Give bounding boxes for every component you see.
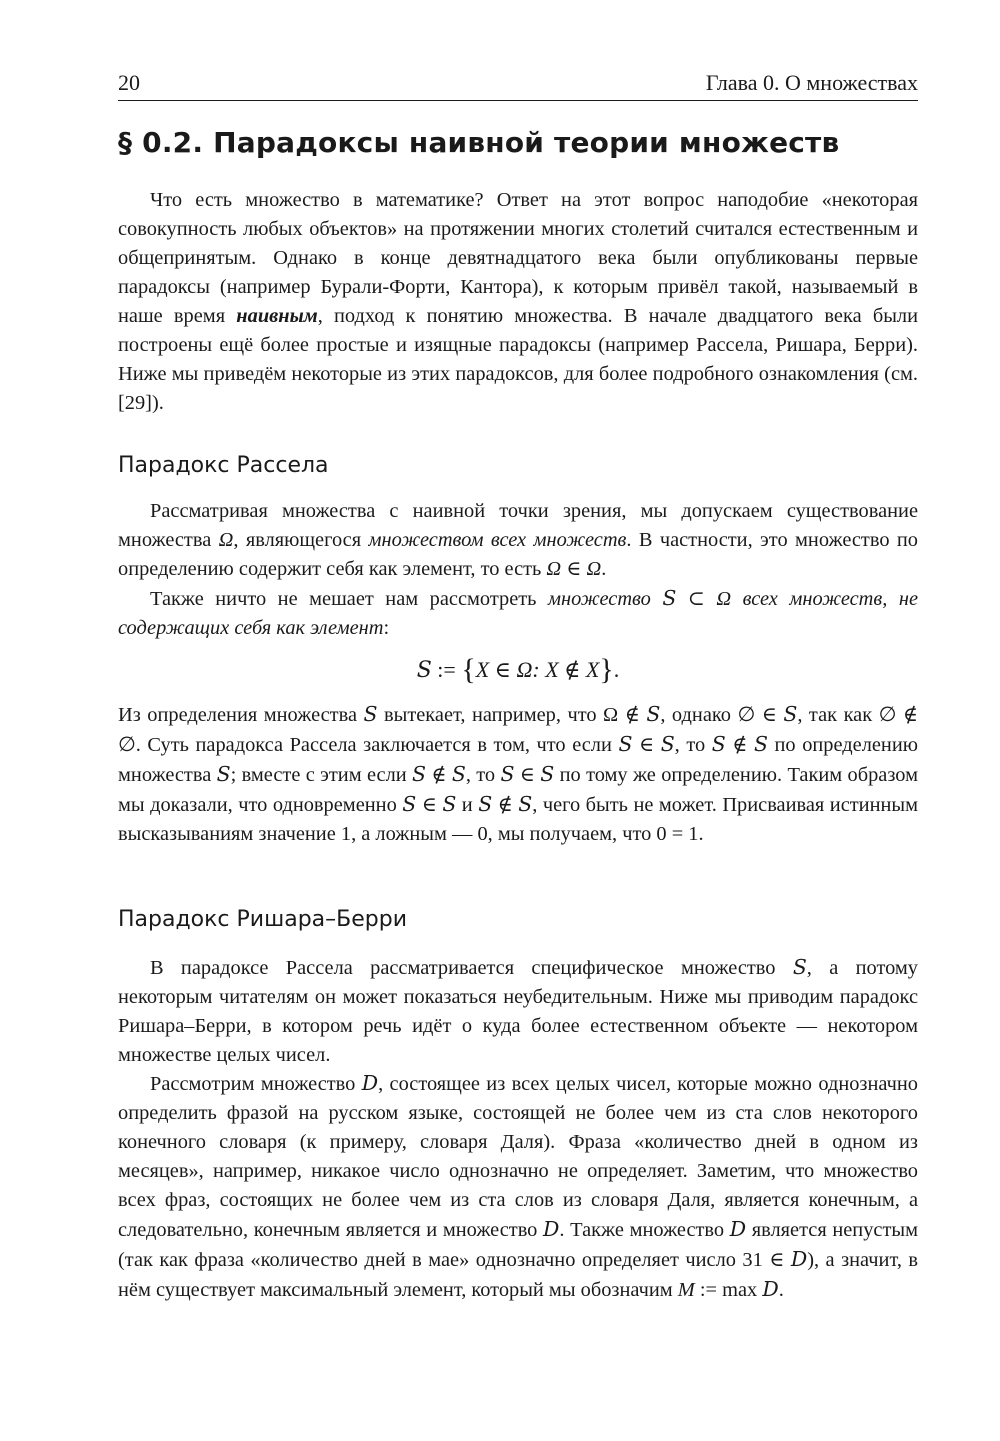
math-set-s: S: [442, 792, 457, 816]
math-set-s: S: [402, 792, 417, 816]
math-set-d: D: [361, 1071, 379, 1095]
text-run: ∉: [492, 794, 519, 816]
text-run: является непустым (так как фраза «количество дней в мае» однозначно определяет число 31 ∈: [118, 1219, 918, 1271]
page-number: 20: [118, 70, 140, 95]
russell-paragraph-3: [118, 700, 918, 849]
math-set-s: S: [618, 732, 633, 756]
text-run: , являющегося: [233, 529, 369, 551]
text-run: В парадоксе Рассела рассматривается специфическое множество: [150, 957, 793, 979]
text-run: , однако ∅ ∈: [660, 704, 784, 726]
emphasis-naive: наивным: [236, 305, 318, 327]
math-set-s: S: [416, 658, 432, 683]
math-omega-in-omega: Ω ∈ Ω: [546, 558, 602, 580]
math-set-s: S: [518, 792, 533, 816]
text-run: и: [456, 794, 479, 816]
text-run: := max: [694, 1279, 763, 1301]
text-run: по определению множества: [118, 734, 918, 786]
text-run: Рассмотрим множество: [150, 1073, 362, 1095]
text-run: ; вместе с этим если: [230, 764, 413, 786]
text-run: , состоящее из всех целых чисел, которые можно однозначно определить фразой на русском языке, состоящей не более чем из ста слов некоторого конечного словаря (к примеру, словаря Даля). Фраза «количество дней в одном из месяцев», например, никакое число однозначно не определяет. Заметим, что множество всех фраз, состоящих не более чем из ста слов из словаря Даля, является конечным, а следовательно, конечным является и множество: [118, 1073, 918, 1241]
math-brace-open: {: [461, 653, 476, 686]
text-run: Из определения множества: [118, 704, 364, 726]
text-run: ), а значит, в нём существует максимальный элемент, который мы обозначим: [118, 1249, 919, 1301]
text-run: , то: [465, 764, 501, 786]
text-run: , то: [674, 734, 712, 756]
math-set-d: D: [543, 1217, 560, 1241]
text-run: .: [601, 558, 607, 580]
text-run: . Также множество: [559, 1219, 730, 1241]
math-set-s: S: [711, 732, 726, 756]
chapter-title: Глава 0. О множествах: [705, 70, 918, 95]
math-m: M: [677, 1279, 695, 1301]
math-set-s: S: [478, 792, 493, 816]
text-run: , так как ∅ ∉ ∅. Суть парадокса Рассела заключается в том, что если: [118, 704, 918, 756]
subsection-title-richard-berry: Парадокс Ришара–Берри: [118, 907, 407, 932]
text-run: ∉: [426, 764, 452, 786]
math-set-d: D: [762, 1277, 779, 1301]
math-set-s: S: [662, 586, 677, 610]
text-run: . В частности, это множество по определению содержит себя как элемент, то есть: [118, 529, 918, 580]
math-set-s: S: [660, 732, 675, 756]
richard-berry-paragraph-1: [118, 953, 918, 1070]
text-run: .: [778, 1279, 784, 1301]
math-set-s: S: [540, 762, 555, 786]
emphasis-set-of-all-sets: множеством всех множеств: [368, 529, 627, 551]
text-run: ∈: [632, 734, 661, 756]
math-set-d: D: [790, 1247, 808, 1271]
russell-paragraph-2: [118, 584, 918, 643]
text-run: , подход к понятию множества. В начале двадцатого века были построены ещё более простые и изящные парадоксы (например Рассела, Ришара, Берри). Ниже мы приведём некоторые из этих парадоксов, для более подробного ознакомления (см. [29]).: [118, 305, 918, 414]
text-run: ∈: [514, 764, 541, 786]
math-set-d: D: [729, 1217, 747, 1241]
math-set-s: S: [363, 702, 378, 726]
math-set-s: S: [646, 702, 661, 726]
math-set-s: S: [451, 762, 466, 786]
intro-paragraph: [118, 186, 918, 418]
text-run: Рассматривая множества с наивной точки зрения, мы допускаем существование множества: [118, 500, 918, 551]
russell-formula: [118, 651, 918, 685]
text-run: по тому же определению. Таким образом мы доказали, что одновременно: [118, 764, 918, 816]
text-run: Что есть множество в математике? Ответ на этот вопрос наподобие «некоторая совокупность любых объектов» на протяжении многих столетий считался естественным и общепринятым. Однако в конце девятнадцатого века были опубликованы первые парадоксы (например Бурали-Форти, Кантора), к которым привёл такой, называемый в наше время: [118, 189, 918, 327]
emphasis-run: ⊂ Ω всех множеств, не содержащих себя как элемент: [118, 588, 919, 639]
russell-paragraph-1: [118, 497, 918, 584]
math-brace-close: }: [599, 653, 614, 686]
math-omega: Ω: [218, 529, 234, 551]
math-set-builder: X ∈ Ω: X ∉ X: [475, 657, 600, 682]
math-set-s: S: [783, 702, 798, 726]
math-set-s: S: [412, 762, 427, 786]
math-period: .: [613, 657, 620, 682]
running-header: [118, 70, 918, 101]
math-set-s: S: [792, 955, 807, 979]
math-assign: :=: [431, 657, 462, 682]
math-set-s: S: [500, 762, 515, 786]
emphasis-run: множество: [547, 588, 663, 610]
subsection-title-russell: Парадокс Рассела: [118, 453, 329, 478]
text-run: , а потому некоторым читателям он может показаться неубедительным. Ниже мы приводим парадокс Ришара–Берри, в котором речь идёт о куда более естественном объекте — некотором множестве целых чисел.: [118, 957, 918, 1066]
text-run: :: [383, 617, 390, 639]
section-title: § 0.2. Парадоксы наивной теории множеств: [118, 126, 840, 159]
math-set-s: S: [753, 732, 768, 756]
text-run: Также ничто не мешает нам рассмотреть: [150, 588, 548, 610]
text-run: , чего быть не может. Присваивая истинным высказываниям значение 1, а ложным — 0, мы получаем, что 0 = 1.: [118, 794, 919, 845]
richard-berry-paragraph-2: [118, 1069, 918, 1305]
text-run: вытекает, например, что Ω ∉: [377, 704, 647, 726]
text-run: ∉: [725, 734, 754, 756]
text-run: ∈: [416, 794, 443, 816]
math-set-s: S: [216, 762, 231, 786]
